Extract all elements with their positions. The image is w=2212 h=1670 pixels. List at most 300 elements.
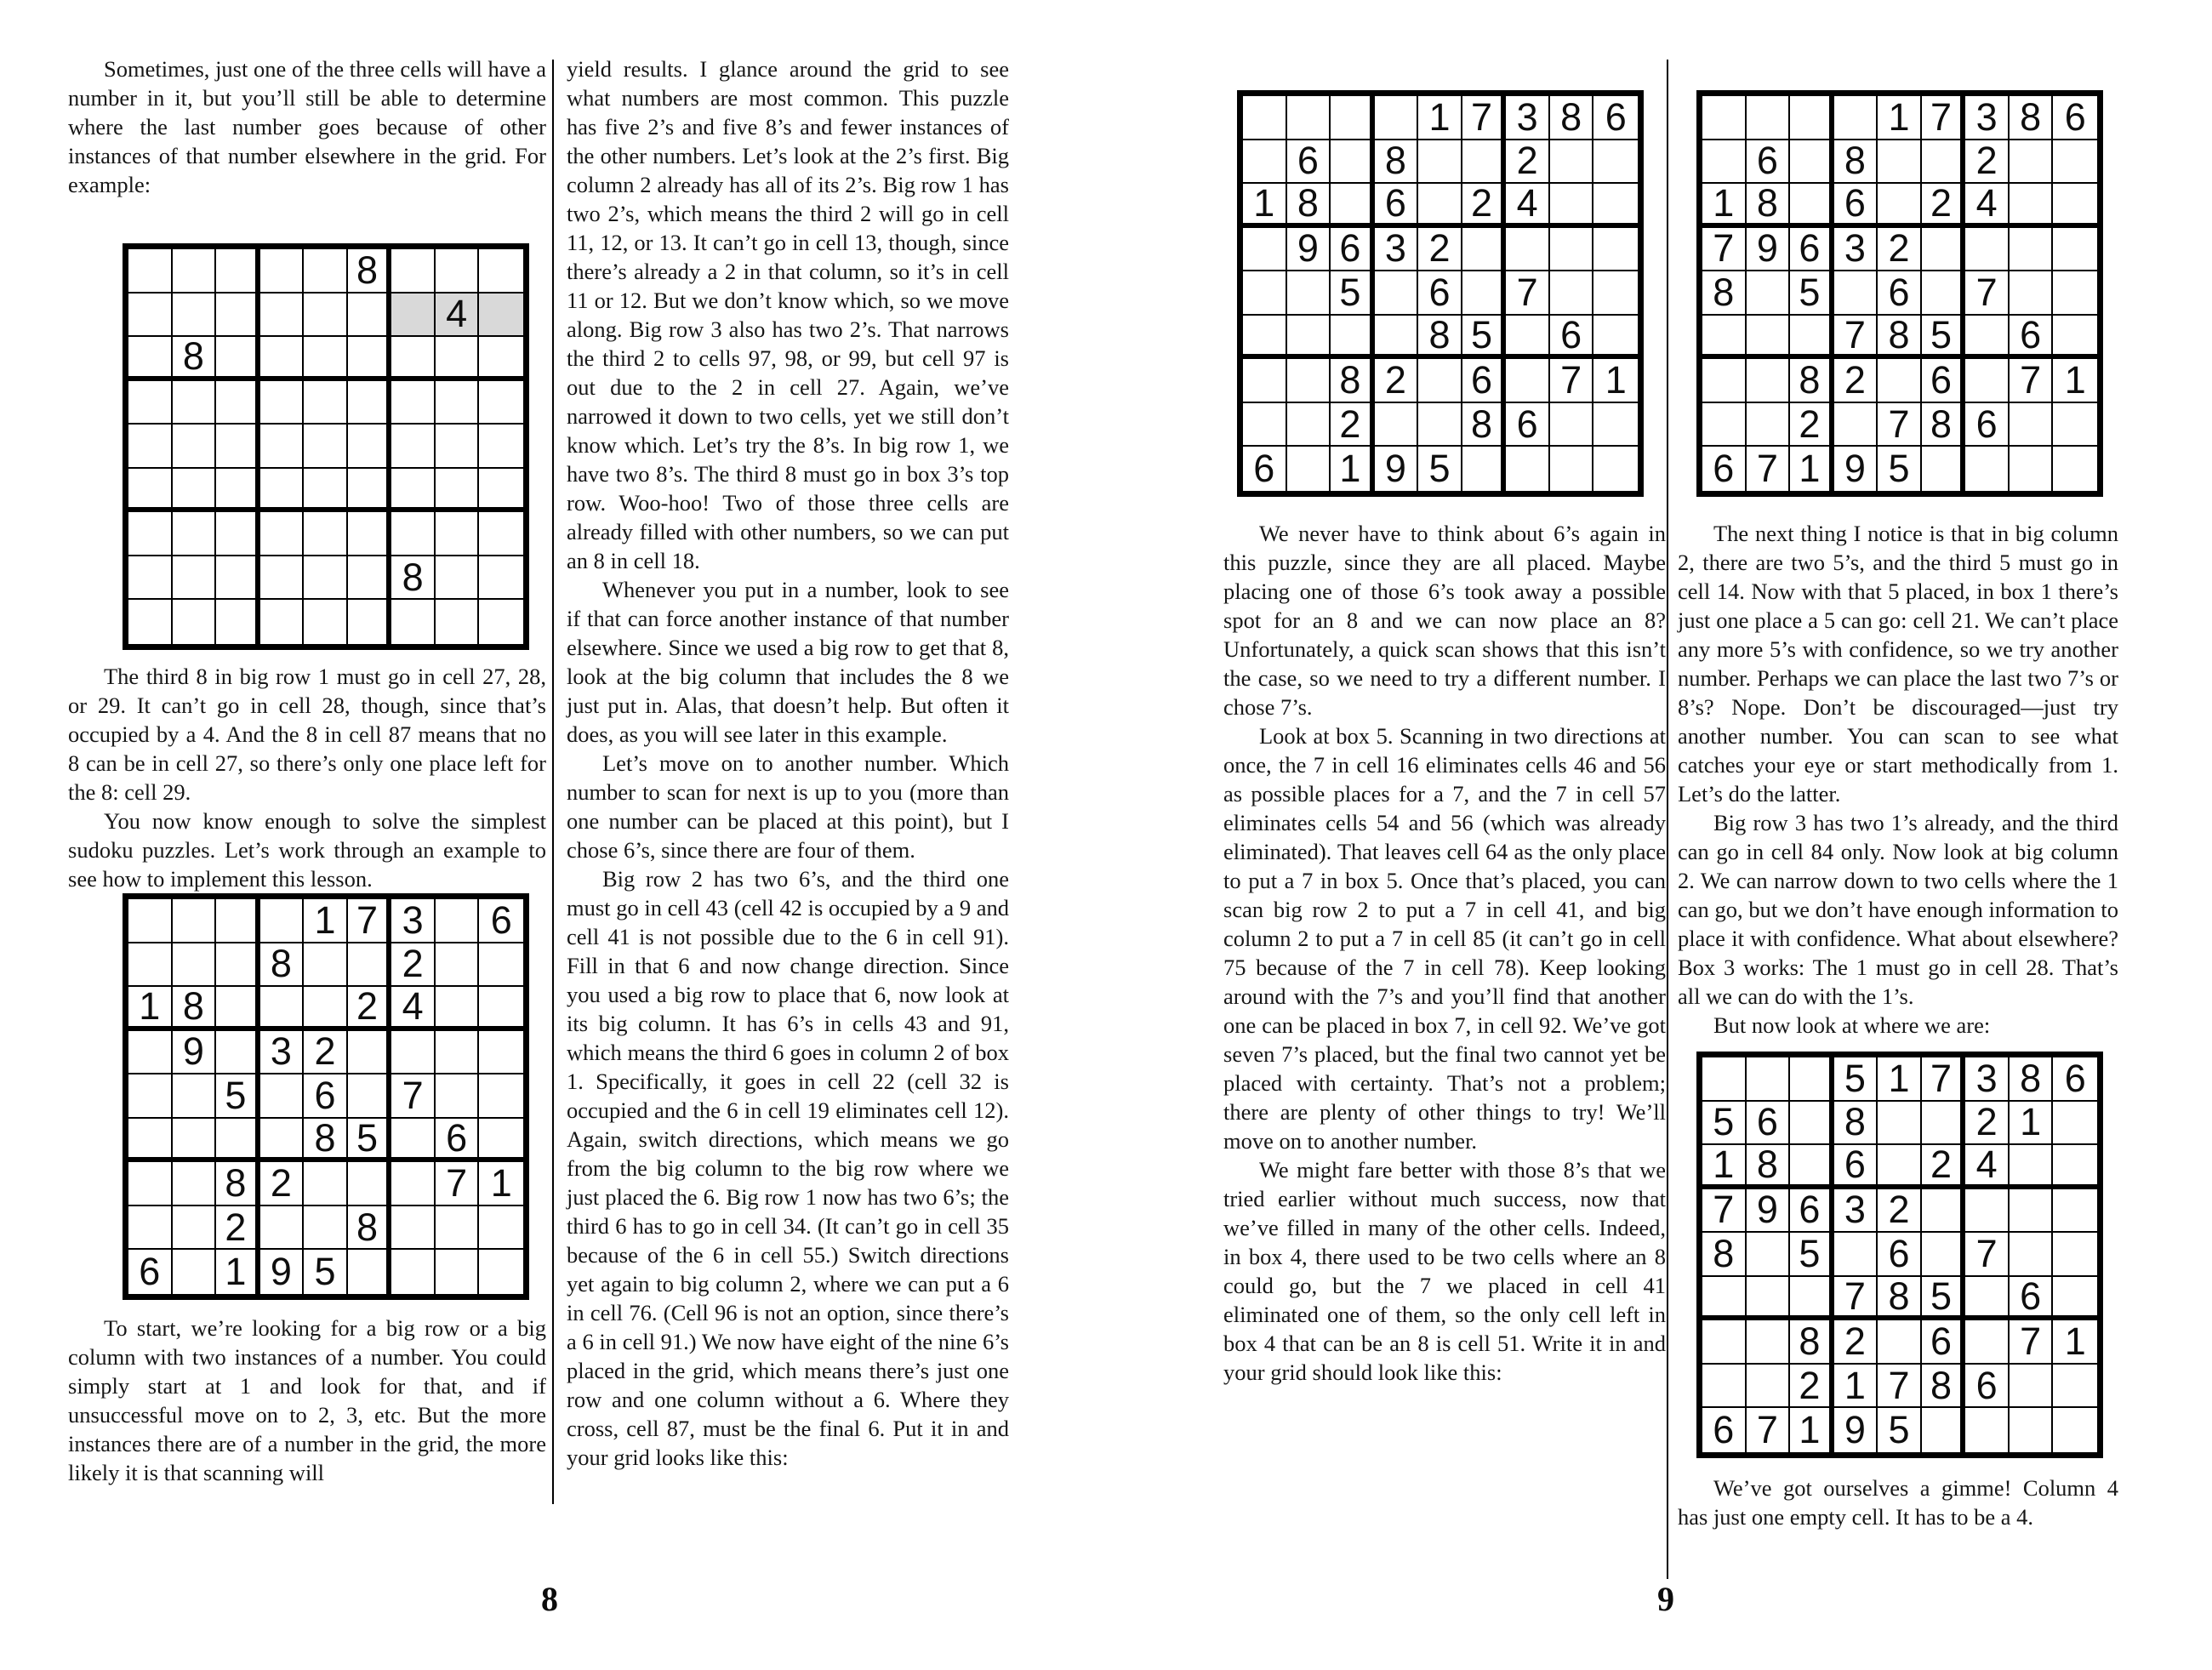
sudoku-cell — [304, 381, 348, 425]
sudoku-cell — [1878, 359, 1922, 403]
sudoku-cell: 1 — [2053, 1320, 2097, 1365]
sudoku-cell — [1550, 403, 1594, 447]
sudoku-cell — [436, 943, 480, 988]
sudoku-cell — [173, 1206, 217, 1251]
sudoku-cell — [1747, 1320, 1791, 1365]
sudoku-cell — [260, 425, 305, 469]
sudoku-cell — [1922, 1408, 1966, 1452]
sudoku-cell: 6 — [1506, 403, 1550, 447]
sudoku-cell — [1331, 140, 1375, 185]
sudoku-cell — [128, 1031, 173, 1075]
sudoku-cell: 8 — [348, 249, 392, 294]
sudoku-cell — [128, 512, 173, 556]
sudoku-cell: 7 — [391, 1074, 436, 1119]
sudoku-cell: 9 — [1287, 228, 1331, 272]
sudoku-cell — [391, 425, 436, 469]
sudoku-cell — [128, 469, 173, 513]
sudoku-cell — [1243, 140, 1287, 185]
sudoku-cell: 7 — [1922, 1057, 1966, 1102]
sudoku-cell — [1418, 140, 1462, 185]
sudoku-cell — [391, 469, 436, 513]
sudoku-cell — [304, 987, 348, 1031]
sudoku-cell — [391, 1119, 436, 1163]
sudoku-cell — [348, 556, 392, 601]
sudoku-cell — [128, 899, 173, 943]
sudoku-cell — [1702, 316, 1747, 360]
sudoku-cell — [391, 381, 436, 425]
sudoku-cell — [1922, 1233, 1966, 1277]
sudoku-cell: 8 — [1790, 359, 1834, 403]
sudoku-cell — [1702, 1365, 1747, 1409]
sudoku-cell — [1965, 228, 2010, 272]
sudoku-cell — [1287, 403, 1331, 447]
sudoku-cell — [1965, 447, 2010, 491]
sudoku-cell — [1790, 96, 1834, 140]
sudoku-cell: 6 — [436, 1119, 480, 1163]
sudoku-cell — [173, 381, 217, 425]
sudoku-cell — [436, 1250, 480, 1294]
sudoku-cell — [1790, 140, 1834, 185]
sudoku-cell — [479, 294, 523, 338]
sudoku-cell: 2 — [391, 943, 436, 988]
sudoku-cell — [391, 1250, 436, 1294]
sudoku-cell — [304, 1162, 348, 1206]
sudoku-cell — [1462, 228, 1507, 272]
sudoku-cell — [348, 512, 392, 556]
page-number-right: 9 — [1657, 1580, 1674, 1618]
sudoku-cell: 6 — [2010, 316, 2054, 360]
sudoku-cell — [1593, 271, 1638, 316]
sudoku-cell — [2053, 1145, 2097, 1189]
sudoku-cell — [128, 600, 173, 644]
sudoku-cell: 7 — [2010, 359, 2054, 403]
sudoku-cell — [2010, 184, 2054, 228]
column-divider — [552, 60, 554, 1504]
sudoku-cell — [1506, 359, 1550, 403]
sudoku-cell — [348, 381, 392, 425]
sudoku-cell — [2053, 1365, 2097, 1409]
sudoku-cell — [1375, 316, 1419, 360]
sudoku-cell — [479, 1206, 523, 1251]
sudoku-cell — [479, 1074, 523, 1119]
sudoku-cell — [1418, 403, 1462, 447]
sudoku-cell: 2 — [348, 987, 392, 1031]
column-divider — [1667, 60, 1668, 1579]
sudoku-cell — [479, 337, 523, 381]
sudoku-cell: 5 — [1878, 1408, 1922, 1452]
sudoku-cell — [128, 1074, 173, 1119]
body-paragraph: Let’s move on to another number. Which number to scan for next is up to you (more than one number can be placed at this point), but I chose 6’s, since there are four of them. — [567, 750, 1009, 863]
sudoku-cell: 5 — [1878, 447, 1922, 491]
sudoku-cell: 6 — [1834, 184, 1878, 228]
sudoku-cell: 8 — [173, 987, 217, 1031]
sudoku-cell: 6 — [1965, 403, 2010, 447]
sudoku-cell — [1922, 447, 1966, 491]
sudoku-cell — [1878, 140, 1922, 185]
sudoku-cell — [1331, 184, 1375, 228]
sudoku-cell — [1965, 1189, 2010, 1234]
sudoku-cell: 7 — [1462, 96, 1507, 140]
sudoku-cell — [1834, 96, 1878, 140]
sudoku-cell — [436, 1031, 480, 1075]
sudoku-cell — [1834, 403, 1878, 447]
sudoku-cell — [479, 425, 523, 469]
sudoku-cell: 2 — [1922, 184, 1966, 228]
sudoku-cell: 2 — [1965, 1102, 2010, 1146]
sudoku-cell — [1702, 1320, 1747, 1365]
sudoku-cell — [1462, 140, 1507, 185]
sudoku-cell — [1965, 1408, 2010, 1452]
sudoku-cell: 8 — [1331, 359, 1375, 403]
sudoku-cell — [128, 943, 173, 988]
sudoku-cell — [1702, 1277, 1747, 1321]
sudoku-cell: 2 — [260, 1162, 305, 1206]
sudoku-cell — [216, 381, 260, 425]
sudoku-cell — [1593, 403, 1638, 447]
sudoku-cell — [2010, 1408, 2054, 1452]
sudoku-cell: 5 — [1790, 1233, 1834, 1277]
page9-column2 — [1678, 54, 2118, 1531]
sudoku-cell — [304, 943, 348, 988]
sudoku-cell — [2053, 1408, 2097, 1452]
sudoku-cell: 1 — [1331, 447, 1375, 491]
sudoku-cell — [1878, 1102, 1922, 1146]
sudoku-cell — [1375, 96, 1419, 140]
sudoku-cell: 7 — [1965, 271, 2010, 316]
sudoku-cell — [1243, 228, 1287, 272]
sudoku-cell: 8 — [1747, 184, 1791, 228]
sudoku-cell — [1790, 316, 1834, 360]
sudoku-cell — [1878, 184, 1922, 228]
sudoku-cell — [216, 1031, 260, 1075]
sudoku-cell — [436, 600, 480, 644]
sudoku-cell — [1747, 316, 1791, 360]
sudoku-cell — [1375, 271, 1419, 316]
sudoku-cell: 7 — [436, 1162, 480, 1206]
sudoku-cell — [1287, 316, 1331, 360]
sudoku-grid-puzzle-start — [123, 893, 529, 1300]
sudoku-cell: 8 — [1878, 316, 1922, 360]
sudoku-cell — [260, 899, 305, 943]
sudoku-cell — [348, 600, 392, 644]
sudoku-cell — [479, 943, 523, 988]
sudoku-cell: 8 — [304, 1119, 348, 1163]
sudoku-cell — [304, 337, 348, 381]
sudoku-cell — [216, 469, 260, 513]
sudoku-cell — [216, 943, 260, 988]
sudoku-cell — [1506, 447, 1550, 491]
sudoku-cell — [436, 381, 480, 425]
sudoku-cell — [2010, 228, 2054, 272]
sudoku-cell — [1593, 447, 1638, 491]
sudoku-cell — [1243, 403, 1287, 447]
sudoku-cell: 6 — [1747, 140, 1791, 185]
sudoku-cell — [1593, 316, 1638, 360]
sudoku-cell — [1790, 1145, 1834, 1189]
sudoku-cell: 2 — [1790, 1365, 1834, 1409]
sudoku-cell: 7 — [1747, 1408, 1791, 1452]
sudoku-cell: 1 — [304, 899, 348, 943]
sudoku-cell: 1 — [479, 1162, 523, 1206]
sudoku-cell — [216, 899, 260, 943]
sudoku-cell: 6 — [1702, 1408, 1747, 1452]
sudoku-cell: 8 — [1702, 271, 1747, 316]
sudoku-cell — [2010, 1365, 2054, 1409]
sudoku-cell — [348, 294, 392, 338]
sudoku-cell — [2010, 447, 2054, 491]
sudoku-cell: 2 — [1506, 140, 1550, 185]
sudoku-cell: 1 — [1834, 1365, 1878, 1409]
sudoku-cell — [216, 512, 260, 556]
sudoku-cell — [173, 1162, 217, 1206]
sudoku-grid-after-sevens-eight — [1696, 90, 2103, 497]
sudoku-cell: 6 — [1834, 1145, 1878, 1189]
sudoku-cell: 8 — [1790, 1320, 1834, 1365]
sudoku-cell: 8 — [1702, 1233, 1747, 1277]
sudoku-cell — [1593, 140, 1638, 185]
body-paragraph: The next thing I notice is that in big column 2, there are two 5’s, and the third 5 must go in cell 14. Now with that 5 placed, in box 1 there’s just one place a 5 can go: cell 21. We can’t place any more 5’s with confidence, so we try another number. Perhaps we can place the last two 7’s or 8’s? Nope. Don’t be discouraged—just try another number. You can scan to see what catches your eye or start methodically from 1. Let’s do the latter. — [1678, 521, 2118, 807]
body-paragraph: We’ve got ourselves a gimme! Column 4 has just one empty cell. It has to be a 4. — [1678, 1475, 2118, 1530]
sudoku-cell — [2053, 1233, 2097, 1277]
sudoku-cell — [304, 294, 348, 338]
sudoku-cell: 6 — [1922, 1320, 1966, 1365]
sudoku-cell: 7 — [1878, 1365, 1922, 1409]
sudoku-cell: 6 — [128, 1250, 173, 1294]
sudoku-cell: 9 — [1747, 228, 1791, 272]
sudoku-cell: 5 — [1834, 1057, 1878, 1102]
sudoku-cell: 6 — [1878, 271, 1922, 316]
sudoku-cell: 1 — [1790, 1408, 1834, 1452]
sudoku-cell: 6 — [1331, 228, 1375, 272]
sudoku-cell — [391, 512, 436, 556]
sudoku-cell: 1 — [1790, 447, 1834, 491]
sudoku-cell — [1834, 271, 1878, 316]
sudoku-cell — [128, 337, 173, 381]
sudoku-cell — [173, 556, 217, 601]
sudoku-cell: 6 — [1462, 359, 1507, 403]
sudoku-cell — [260, 512, 305, 556]
sudoku-cell: 8 — [1550, 96, 1594, 140]
page9-column1 — [1223, 54, 1666, 1387]
sudoku-cell: 1 — [2010, 1102, 2054, 1146]
sudoku-cell — [348, 1250, 392, 1294]
body-paragraph: To start, we’re looking for a big row or a big column with two instances of a number. You could simply start at 1 and look for that, and if unsuccessful move on to 2, 3, etc. But the more instances there are of a number in the grid, the more likely it is that scanning will — [68, 1315, 546, 1485]
sudoku-cell: 8 — [1418, 316, 1462, 360]
sudoku-cell: 6 — [1287, 140, 1331, 185]
sudoku-cell: 3 — [1834, 1189, 1878, 1234]
sudoku-cell — [128, 1119, 173, 1163]
sudoku-cell — [1550, 447, 1594, 491]
sudoku-cell — [1243, 316, 1287, 360]
sudoku-cell — [1375, 403, 1419, 447]
sudoku-cell: 6 — [1593, 96, 1638, 140]
sudoku-cell — [479, 987, 523, 1031]
sudoku-cell — [1965, 316, 2010, 360]
sudoku-cell — [304, 512, 348, 556]
sudoku-cell — [2010, 403, 2054, 447]
sudoku-cell — [1287, 96, 1331, 140]
sudoku-cell — [2010, 140, 2054, 185]
sudoku-cell — [128, 381, 173, 425]
sudoku-cell — [348, 1031, 392, 1075]
sudoku-cell: 4 — [391, 987, 436, 1031]
sudoku-cell — [2053, 403, 2097, 447]
sudoku-cell — [1418, 184, 1462, 228]
sudoku-cell — [1922, 1102, 1966, 1146]
page8-column2 — [567, 54, 1009, 1472]
sudoku-cell: 9 — [1834, 447, 1878, 491]
sudoku-cell: 8 — [1287, 184, 1331, 228]
sudoku-cell — [1243, 359, 1287, 403]
sudoku-cell: 2 — [1790, 403, 1834, 447]
sudoku-cell: 8 — [216, 1162, 260, 1206]
sudoku-cell — [479, 1031, 523, 1075]
sudoku-cell: 3 — [1965, 1057, 2010, 1102]
sudoku-cell — [2053, 1189, 2097, 1234]
sudoku-cell — [216, 600, 260, 644]
sudoku-cell: 6 — [1375, 184, 1419, 228]
sudoku-cell — [128, 294, 173, 338]
sudoku-cell — [479, 556, 523, 601]
sudoku-cell — [436, 512, 480, 556]
sudoku-cell: 6 — [1878, 1233, 1922, 1277]
sudoku-cell — [348, 425, 392, 469]
sudoku-cell: 7 — [1922, 96, 1966, 140]
sudoku-cell: 2 — [1834, 359, 1878, 403]
sudoku-cell — [1702, 96, 1747, 140]
sudoku-cell: 3 — [1375, 228, 1419, 272]
sudoku-cell — [391, 1206, 436, 1251]
sudoku-cell — [1747, 1233, 1791, 1277]
sudoku-cell: 8 — [348, 1206, 392, 1251]
sudoku-cell — [479, 469, 523, 513]
sudoku-cell — [216, 425, 260, 469]
sudoku-cell: 4 — [436, 294, 480, 338]
sudoku-cell — [1287, 447, 1331, 491]
sudoku-cell — [436, 899, 480, 943]
sudoku-cell: 7 — [1702, 228, 1747, 272]
sudoku-cell — [216, 337, 260, 381]
body-paragraph: Big row 2 has two 6’s, and the third one must go in cell 43 (cell 42 is occupied by a 9 and cell 41 is not possible due to the 6 in cell 91). Fill in that 6 and now change direction. Since you used a big row to place that 6, now look at its big column. It has 6’s in cells 43 and 91, which means the third 6 goes in column 2 of box 1. Specifically, it goes in cell 22 (cell 32 is occupied and the 6 in cell 19 eliminates cell 12). Again, switch directions, which means we go from the big column to the big row where we just placed the 6. Big row 1 now has two 6’s; the third 6 has to go in cell 34. (It can’t go in cell 35 because of the 6 in cell 55.) Switch directions yet again to big column 2, where we can put a 6 in cell 76. (Cell 96 is not an option, since there’s a 6 in cell 91.) We now have eight of the nine 6’s placed in the grid, which means there’s just one row and one column without a 6. Where they cross, cell 87, must be the final 6. Put it in and your grid looks like this: — [567, 866, 1009, 1470]
sudoku-cell: 9 — [173, 1031, 217, 1075]
sudoku-cell — [260, 1206, 305, 1251]
sudoku-cell: 4 — [1965, 1145, 2010, 1189]
sudoku-cell — [1550, 271, 1594, 316]
sudoku-cell — [260, 1074, 305, 1119]
sudoku-cell: 3 — [1834, 228, 1878, 272]
sudoku-cell: 8 — [1834, 140, 1878, 185]
sudoku-cell — [1747, 1277, 1791, 1321]
sudoku-cell — [128, 556, 173, 601]
sudoku-cell: 9 — [1747, 1189, 1791, 1234]
sudoku-cell — [216, 1119, 260, 1163]
sudoku-cell: 8 — [1878, 1277, 1922, 1321]
sudoku-cell — [348, 337, 392, 381]
sudoku-cell — [2053, 140, 2097, 185]
sudoku-cell — [2053, 316, 2097, 360]
sudoku-cell — [1506, 228, 1550, 272]
sudoku-cell: 2 — [1834, 1320, 1878, 1365]
sudoku-cell: 6 — [1965, 1365, 2010, 1409]
sudoku-cell: 8 — [173, 337, 217, 381]
sudoku-cell: 1 — [216, 1250, 260, 1294]
sudoku-cell: 2 — [1965, 140, 2010, 185]
sudoku-cell: 1 — [1878, 1057, 1922, 1102]
sudoku-cell: 8 — [2010, 1057, 2054, 1102]
sudoku-cell — [479, 1119, 523, 1163]
sudoku-cell: 3 — [391, 899, 436, 943]
sudoku-cell: 8 — [260, 943, 305, 988]
sudoku-cell — [304, 469, 348, 513]
sudoku-cell: 2 — [1375, 359, 1419, 403]
sudoku-cell: 3 — [260, 1031, 305, 1075]
body-paragraph: yield results. I glance around the grid to see what numbers are most common. This puzzle has five 2’s and five 8’s and fewer instances of the other numbers. Let’s look at the 2’s first. Big column 2 already has all of its 2’s. Big row 1 has two 2’s, which means the third 2 will go in cell 11, 12, or 13. It can’t go in cell 13, though, since there’s already a 2 in that column, so it’s in cell 11 or 12. But we don’t know which, so we move along. Big row 3 also has two 2’s. That narrows the third 2 to cells 97, 98, or 99, but cell 97 is out due to the 2 in cell 27. Again, we’ve narrowed it down to two cells, yet we still don’t know which. Let’s try the 8’s. In big row 1, we have two 8’s. The third 8 must go in box 3’s top row. Woo-hoo! Two of those three cells are already filled with other numbers, so we can put an 8 in cell 18. — [567, 56, 1009, 573]
sudoku-cell — [128, 1206, 173, 1251]
sudoku-cell — [2053, 447, 2097, 491]
sudoku-cell: 2 — [1462, 184, 1507, 228]
sudoku-cell: 1 — [1878, 96, 1922, 140]
sudoku-cell: 1 — [128, 987, 173, 1031]
sudoku-cell: 6 — [1747, 1102, 1791, 1146]
sudoku-cell — [391, 294, 436, 338]
sudoku-cell: 1 — [2053, 359, 2097, 403]
sudoku-cell: 7 — [1834, 1277, 1878, 1321]
sudoku-cell: 8 — [1375, 140, 1419, 185]
body-paragraph: Look at box 5. Scanning in two directions at once, the 7 in cell 16 eliminates cells 46 and 56 as possible places for a 7, and the 7 in cell 57 eliminates cells 54 and 56 (which was already eliminated). That leaves cell 64 as the only place to put a 7 in box 5. Once that’s placed, you can scan big row 2 to put a 7 in cell 41, and big column 2 to put a 7 in cell 85 (it can’t go in cell 75 because of the 7 in cell 78). Keep looking around with the 7’s and you’ll find that another one can be placed in box 7, in cell 92. We’ve got seven 7’s placed, but the final two cannot yet be placed with certainty. That’s not a problem; there are plenty of other things to try! We’ll move on to another number. — [1223, 723, 1666, 1154]
sudoku-cell: 6 — [2053, 96, 2097, 140]
sudoku-cell — [173, 1074, 217, 1119]
sudoku-cell — [304, 600, 348, 644]
sudoku-cell — [2010, 1233, 2054, 1277]
sudoku-cell — [1922, 271, 1966, 316]
sudoku-cell: 1 — [1418, 96, 1462, 140]
sudoku-cell: 8 — [1747, 1145, 1791, 1189]
sudoku-cell — [173, 294, 217, 338]
sudoku-cell: 5 — [216, 1074, 260, 1119]
sudoku-cell: 6 — [2053, 1057, 2097, 1102]
sudoku-cell — [216, 987, 260, 1031]
sudoku-cell: 2 — [1878, 228, 1922, 272]
sudoku-cell — [1702, 1057, 1747, 1102]
sudoku-cell — [216, 556, 260, 601]
sudoku-cell: 7 — [1702, 1189, 1747, 1234]
sudoku-cell — [436, 337, 480, 381]
body-paragraph: But now look at where we are: — [1713, 1012, 1991, 1038]
sudoku-cell: 5 — [1331, 271, 1375, 316]
sudoku-cell: 7 — [2010, 1320, 2054, 1365]
sudoku-cell — [436, 556, 480, 601]
sudoku-cell — [1550, 184, 1594, 228]
sudoku-cell — [479, 600, 523, 644]
sudoku-cell: 7 — [1965, 1233, 2010, 1277]
sudoku-cell — [304, 556, 348, 601]
sudoku-cell: 6 — [1702, 447, 1747, 491]
sudoku-cell: 5 — [1922, 316, 1966, 360]
body-paragraph: We never have to think about 6’s again in this puzzle, since they are all placed. Maybe placing one of those 6’s took away a possible spot for an 8 and we can now place an 8? Unfortunately, a quick scan shows that this isn’t the case, so we need to try a different number. I chose 7’s. — [1223, 521, 1666, 720]
sudoku-cell — [1965, 359, 2010, 403]
sudoku-cell: 6 — [1790, 1189, 1834, 1234]
sudoku-cell — [1702, 359, 1747, 403]
sudoku-cell — [391, 249, 436, 294]
sudoku-cell: 6 — [2010, 1277, 2054, 1321]
sudoku-cell — [1922, 140, 1966, 185]
sudoku-cell: 9 — [1834, 1408, 1878, 1452]
sudoku-cell: 4 — [1506, 184, 1550, 228]
sudoku-cell — [1243, 96, 1287, 140]
sudoku-cell: 8 — [2010, 96, 2054, 140]
sudoku-cell — [1287, 359, 1331, 403]
sudoku-cell — [173, 1119, 217, 1163]
